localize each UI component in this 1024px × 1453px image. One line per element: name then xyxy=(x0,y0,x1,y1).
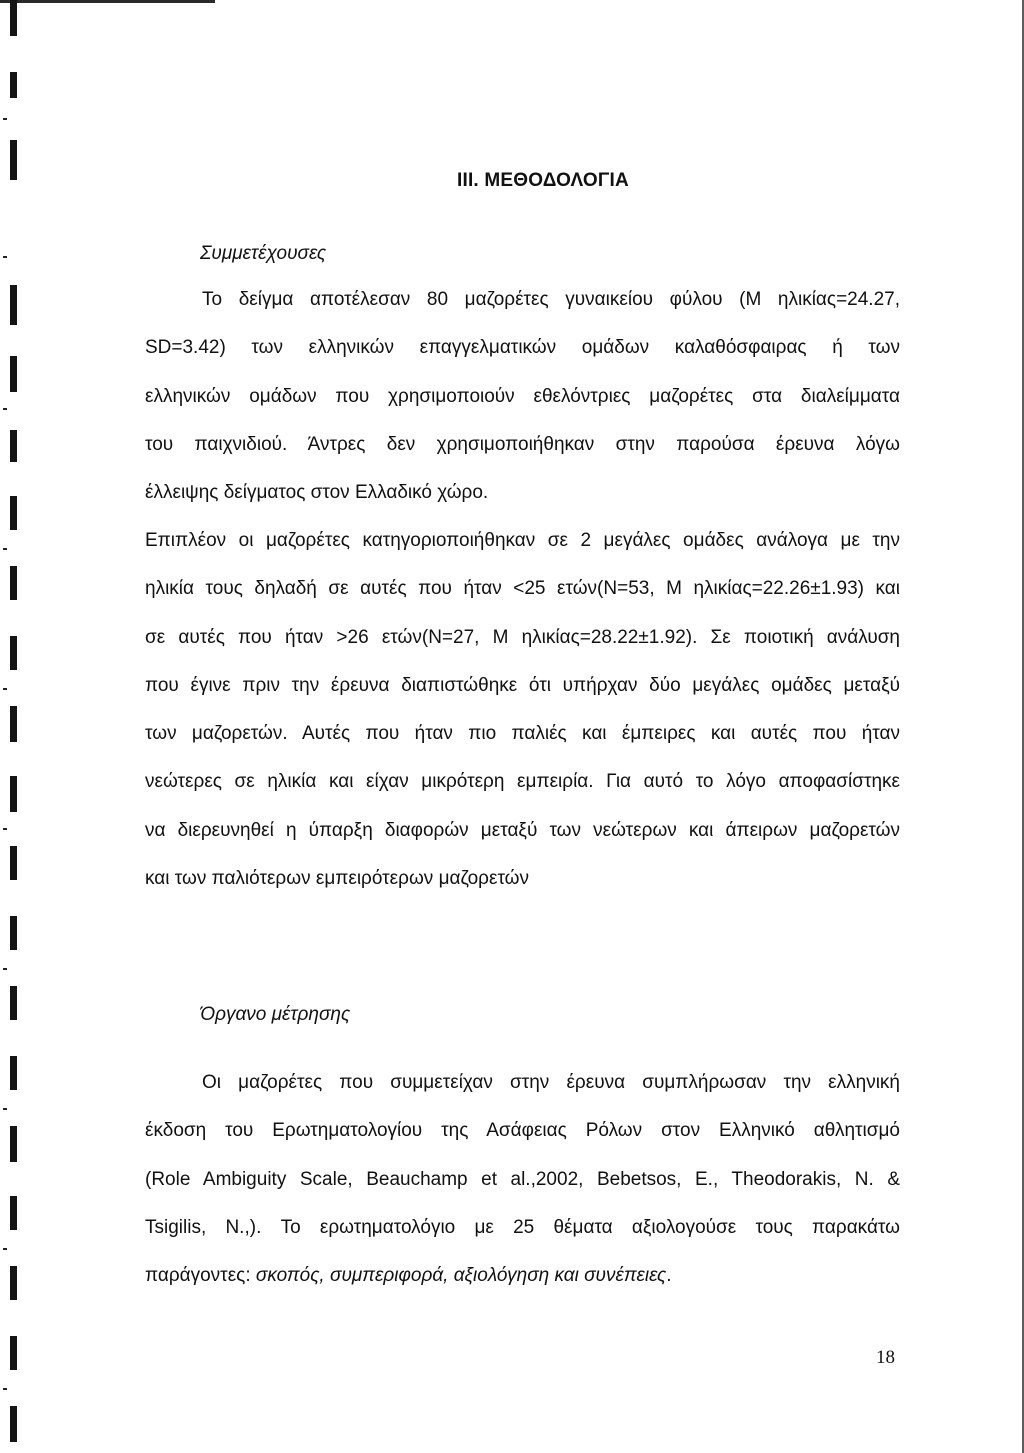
text-line: ηλικία τους δηλαδή σε αυτές που ήταν <25 ετών(N=53, Μ ηλικίας=22.26±1.93) και xyxy=(145,578,900,600)
text-line-final xyxy=(145,1252,900,1300)
instrument-heading: Όργανο μέτρησης xyxy=(200,1004,351,1025)
text-line: του παιχνιδιού. Άντρες δεν χρησιμοποιήθηκαν στην παρούσα έρευνα λόγω xyxy=(145,433,900,455)
text-line: σε αυτές που ήταν >26 ετών(N=27, Μ ηλικίας=28.22±1.92). Σε ποιοτική ανάλυση xyxy=(145,626,900,648)
text-line: που έγινε πριν την έρευνα διαπιστώθηκε ότι υπήρχαν δύο μεγάλες ομάδες μεταξύ xyxy=(145,674,900,696)
text-line: των μαζορετών. Αυτές που ήταν πιο παλιές και έμπειρες και αυτές που ήταν xyxy=(145,723,900,745)
text-line: Το δείγμα αποτέλεσαν 80 μαζορέτες γυναικείου φύλου (Μ ηλικίας=24.27, xyxy=(202,289,900,310)
left-binding-edge xyxy=(0,0,22,1453)
page-number: 18 xyxy=(876,1347,895,1368)
participants-paragraph-2 xyxy=(145,517,900,903)
text-line: Επιπλέον οι μαζορέτες κατηγοριοποιήθηκαν σε 2 μεγάλες ομάδες ανάλογα με την xyxy=(145,530,900,551)
text-segment: παράγοντες: xyxy=(145,1265,256,1287)
instrument-paragraph xyxy=(145,1059,900,1300)
text-line: (Role Ambiguity Scale, Beauchamp et al.,2002, Bebetsos, E., Theodorakis, N. & xyxy=(145,1168,900,1190)
text-line: Tsigilis, N.,). Το ερωτηματολόγιο με 25 θέματα αξιολογούσε τους παρακάτω xyxy=(145,1216,900,1238)
text-line: και των παλιότερων εμπειρότερων μαζορετών xyxy=(145,868,530,890)
participants-paragraph-1 xyxy=(145,276,900,517)
text-line: ελληνικών ομάδων που χρησιμοποιούν εθελόντριες μαζορέτες στα διαλείμματα xyxy=(145,385,900,407)
text-line: να διερευνηθεί η ύπαρξη διαφορών μεταξύ των νεώτερων και άπειρων μαζορετών xyxy=(145,819,900,841)
text-line: έκδοση του Ερωτηματολογίου της Ασάφειας Ρόλων στον Ελληνικό αθλητισμό xyxy=(145,1120,900,1142)
section-heading: III. ΜΕΘΟΔΟΛΟΓΙΑ xyxy=(457,170,629,191)
participants-heading: Συμμετέχουσες xyxy=(200,243,327,264)
text-line: έλλειψης δείγματος στον Ελλαδικό χώρο. xyxy=(145,482,489,504)
factors-list: σκοπός, συμπεριφορά, αξιολόγηση και συνέπειες xyxy=(255,1265,667,1287)
top-scan-rule xyxy=(0,0,215,3)
text-line: νεώτερες σε ηλικία και είχαν μικρότερη εμπειρία. Για αυτό το λόγο αποφασίστηκε xyxy=(145,771,900,793)
text-line: SD=3.42) των ελληνικών επαγγελματικών ομάδων καλαθόσφαιρας ή των xyxy=(145,337,900,359)
text-segment: . xyxy=(666,1265,672,1287)
text-line: Οι μαζορέτες που συμμετείχαν στην έρευνα συμπλήρωσαν την ελληνική xyxy=(202,1072,900,1093)
